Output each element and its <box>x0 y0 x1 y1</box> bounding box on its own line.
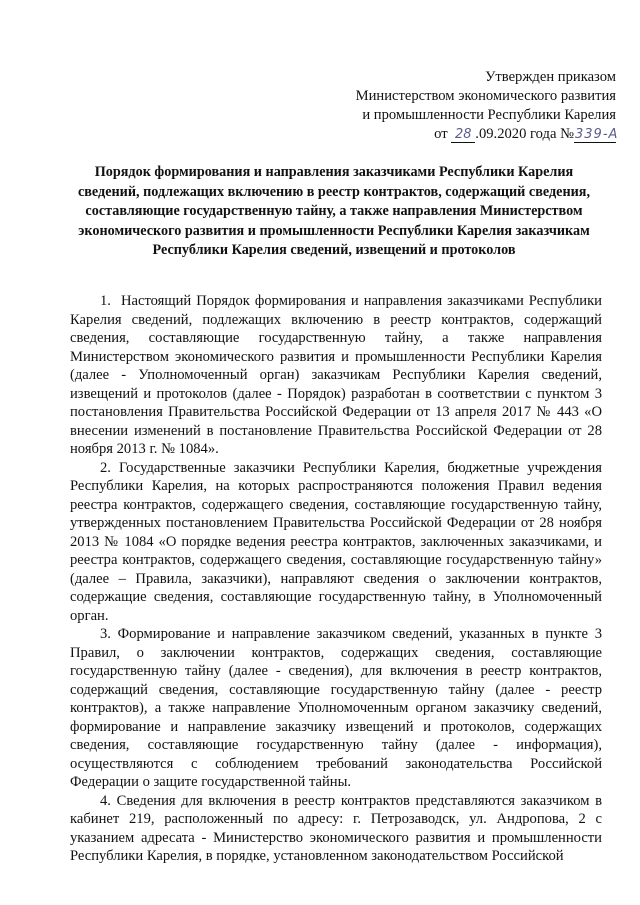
paragraph-3: 3. Формирование и направление заказчиком сведений, указанных в пункте 3 Правил, о заключении контрактов, содержащих сведения, составляющие государственную тайну (далее - сведения), для включения в реестр контрактов, содержащий сведения, составляющие государственную тайну (далее - реестр контрактов), а также направление Уполномоченным органом заказчику сведений, формирование и направление заказчику извещений и протоколов, содержащих сведения, составляющие государственную тайну (далее - информация), осуществляются с соблюдением требований законодательства Российской Федерации о защите государственной тайны. <box>70 626 602 790</box>
date-prefix: от <box>434 126 448 142</box>
date-rest: .09.2020 года № <box>475 126 574 142</box>
paragraph-2: 2. Государственные заказчики Республики Карелия, бюджетные учреждения Республики Карелия, на которых распространяются положения Правил ведения реестра контрактов, содержащего сведения, составляющие государственную тайну, утвержденных постановлением Правительства Российской Федерации от 28 ноября 2013 № 1084 «О порядке ведения реестра контрактов, заключенных заказчиками, и реестра контрактов, содержащего сведения, составляющие государственную тайну» (далее – Правила, заказчики), направляют сведения о заключении контрактов, содержащие сведения, составляющие государственную тайну, в Уполномоченный орган. <box>70 459 602 624</box>
document-body <box>70 292 602 866</box>
paragraph-4: 4. Сведения для включения в реестр контрактов представляются заказчиком в кабинет 219, расположенный по адресу: г. Петрозаводск, ул. Андропова, 2 с указанием адресата - Министерство экономического развития и промышленности Республики Карелия, в порядке, установленном законодательством Российской <box>70 792 602 864</box>
handwritten-day: 28 <box>451 128 475 143</box>
document-title: Порядок формирования и направления заказчиками Республики Карелия сведений, подлежащих включению в реестр контрактов, содержащий сведения, составляющие государственную тайну, а также направления Министерством экономического развития и промышленности Республики Карелия заказчикам Республики Карелия сведений, извещений и протоколов <box>77 164 591 258</box>
approval-date-line <box>356 125 619 144</box>
approval-line: Министерством экономического развития <box>355 88 616 104</box>
approval-line: и промышленности Республики Карелия <box>362 107 616 123</box>
handwritten-order-number: 339-А <box>575 127 619 142</box>
paragraph-text: Настоящий Порядок формирования и направления заказчиками Республики Карелия сведений, подлежащих включению в реестр контрактов, содержащий сведения, составляющие государственную тайну, а также направления Министерством экономического развития и промышленности Республики Карелия (далее - Уполномоченный орган) заказчикам Республики Карелия сведений, извещений и протоколов (далее - Порядок) разработан в соответствии с пунктом 3 постановления Правительства Российской Федерации от 13 апреля 2017 № 443 «О внесении изменений в постановление Правительства Российской Федерации от 28 ноября 2013 г. № 1084». <box>70 293 602 457</box>
approval-stamp <box>355 68 619 144</box>
approval-line: Утвержден приказом <box>485 69 616 85</box>
paragraph-number: 1. <box>100 293 111 309</box>
paragraph-1 <box>70 292 602 459</box>
